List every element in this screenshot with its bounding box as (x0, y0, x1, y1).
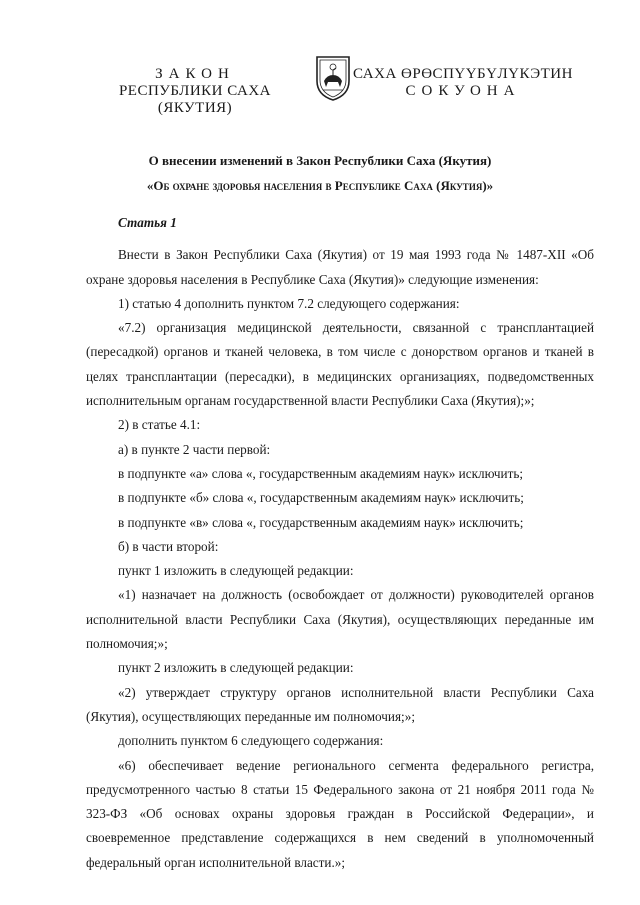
paragraph: 2) в статье 4.1: (118, 417, 201, 433)
paragraph: «6) обеспечивает ведение регионального сегмента федерального регистра, предусмотренного частью 8 статьи 15 Федерального закона от 21 ноября 2011 года № 323-ФЗ «Об основах охраны здоровья граждан в Российской Федерации», и своевременное представление содержащихся в нем сведений в уполномоченный федеральный орган исполнительной власти.»; (86, 757, 594, 870)
document-title-line1: О внесении изменений в Закон Республики Саха (Якутия) (148, 153, 492, 168)
document-title-line2: «Об охране здоровья населения в Республике Саха (Якутия)» (146, 178, 494, 193)
paragraph: Внести в Закон Республики Саха (Якутия) от 19 мая 1993 года № 1487-XII «Об охране здоровья населения в Республике Саха (Якутия)» следующие изменения: (86, 247, 594, 287)
article-heading: Статья 1 (118, 215, 177, 230)
paragraph: 1) статью 4 дополнить пунктом 7.2 следующего содержания: (118, 295, 460, 311)
paragraph: в подпункте «а» слова «, государственным академиям наук» исключить; (118, 465, 524, 481)
paragraph: «7.2) организация медицинской деятельности, связанной с трансплантацией (пересадкой) органов и тканей человека, в том числе с донорством органов и тканей в целях трансплантации (пересадки), в медицинских организациях, подведомственных исполнительным органам государственной власти Республики Саха (Якутия);»; (86, 320, 594, 409)
paragraph: пункт 1 изложить в следующей редакции: (118, 563, 354, 579)
header-left (86, 66, 304, 117)
header-right-line2: СОКУОНА (405, 83, 521, 99)
paragraph: в подпункте «б» слова «, государственным академиям наук» исключить; (118, 490, 524, 506)
paragraph: «1) назначает на должность (освобождает от должности) руководителей органов исполнительной власти Республики Саха (Якутия), осуществляющих переданные им полномочия;»; (86, 587, 594, 652)
header-left-line1: ЗАКОН (155, 66, 235, 82)
header-right (338, 66, 588, 100)
paragraph: б) в части второй: (118, 538, 219, 554)
paragraph: дополнить пунктом 6 следующего содержания: (118, 733, 384, 749)
header-right-line1: САХА ӨРӨСПҮҮБҮЛҮКЭТИН (353, 66, 573, 82)
paragraph: пункт 2 изложить в следующей редакции: (118, 660, 354, 676)
document-body (86, 211, 594, 875)
header-left-line2: РЕСПУБЛИКИ САХА (ЯКУТИЯ) (118, 83, 272, 116)
paragraph: в подпункте «в» слова «, государственным академиям наук» исключить; (118, 514, 524, 530)
paragraph: «2) утверждает структуру органов исполнительной власти Республики Саха (Якутия), осуществляющих переданные им полномочия;»; (86, 684, 594, 724)
paragraph: а) в пункте 2 части первой: (118, 441, 271, 457)
